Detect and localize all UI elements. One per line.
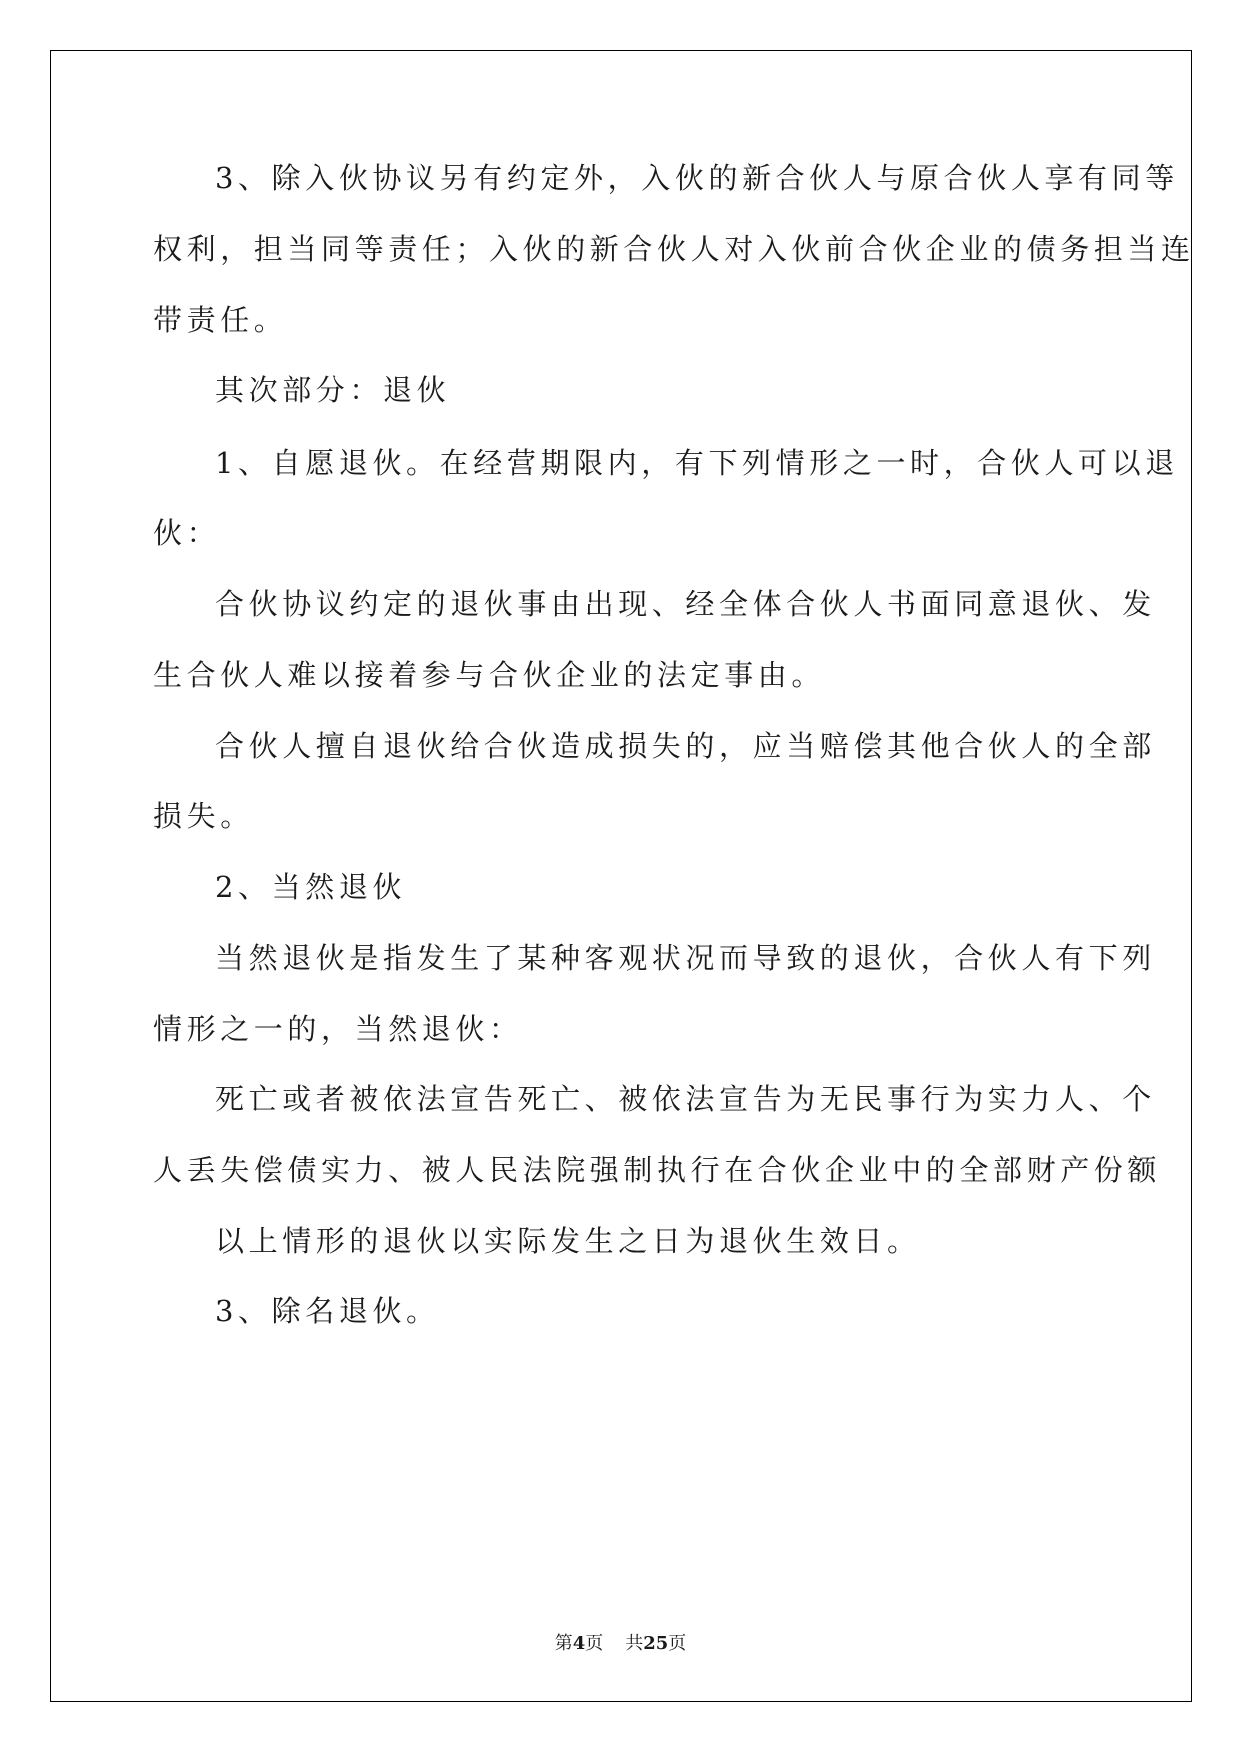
paragraph-line: 情形之一的，当然退伙：: [153, 1012, 523, 1046]
paragraph-line: 生合伙人难以接着参与合伙企业的法定事由。: [153, 658, 826, 692]
paragraph-line: 权利，担当同等责任；入伙的新合伙人对入伙前合伙企业的债务担当连: [153, 232, 1195, 266]
page-footer: [0, 1629, 1241, 1655]
paragraph-line: 合伙人擅自退伙给合伙造成损失的，应当赔偿其他合伙人的全部: [215, 729, 1156, 763]
footer-total-suffix: 页: [668, 1633, 687, 1654]
footer-page-suffix: 页: [585, 1633, 604, 1654]
footer-page-prefix: 第: [554, 1633, 573, 1654]
paragraph-line: 以上情形的退伙以实际发生之日为退伙生效日。: [215, 1224, 921, 1258]
paragraph-line: 当然退伙是指发生了某种客观状况而导致的退伙，合伙人有下列: [215, 941, 1156, 975]
paragraph-line: 损失。: [153, 799, 254, 833]
paragraph-line: 带责任。: [153, 303, 288, 337]
paragraph-line: 2、当然退伙: [215, 870, 407, 904]
paragraph-line: 死亡或者被依法宣告死亡、被依法宣告为无民事行为实力人、个: [215, 1082, 1156, 1116]
paragraph-line: 3、除名退伙。: [215, 1294, 440, 1328]
footer-total-pages: 25: [643, 1633, 669, 1654]
footer-total-prefix: 共: [625, 1633, 644, 1654]
paragraph-line: 人丢失偿债实力、被人民法院强制执行在合伙企业中的全部财产份额: [153, 1153, 1162, 1187]
section-heading: 其次部分：退伙: [215, 373, 451, 407]
footer-page-number: 4: [572, 1633, 586, 1654]
paragraph-line: 1、自愿退伙。在经营期限内，有下列情形之一时，合伙人可以退: [215, 446, 1179, 480]
paragraph-line: 伙：: [153, 516, 221, 550]
paragraph-line: 合伙协议约定的退伙事由出现、经全体合伙人书面同意退伙、发: [215, 587, 1156, 621]
paragraph-line: 3、除入伙协议另有约定外，入伙的新合伙人与原合伙人享有同等: [215, 161, 1179, 195]
